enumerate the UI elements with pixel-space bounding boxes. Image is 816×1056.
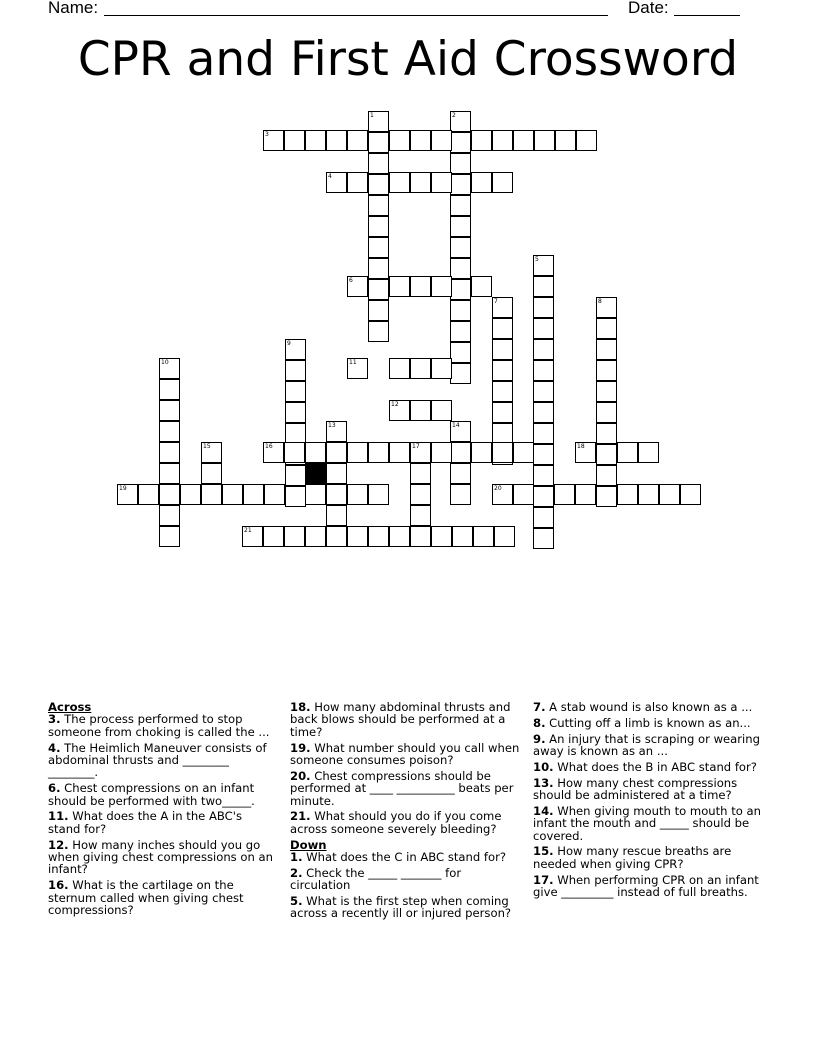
clue-number: 18 [577,443,585,450]
crossword-cell[interactable] [576,130,597,151]
clue-label: 15. [533,844,554,859]
crossword-cell[interactable] [492,318,513,339]
crossword-cell[interactable] [533,276,554,297]
crossword-cell[interactable] [534,130,555,151]
crossword-cell[interactable] [492,360,513,381]
crossword-cell[interactable] [347,526,368,547]
clue [48,839,278,876]
crossword-cell[interactable] [389,358,410,379]
crossword-cell[interactable] [285,381,306,402]
crossword-cell[interactable] [326,130,347,151]
crossword-cell[interactable] [410,505,431,526]
clue-number: 12 [391,401,399,408]
crossword-cell[interactable] [494,526,515,547]
clue-label: 18. [290,700,311,714]
crossword-cell[interactable] [492,172,513,193]
crossword-cell[interactable] [533,339,554,360]
crossword-cell[interactable] [159,358,180,379]
crossword-cell[interactable] [533,507,554,528]
crossword-cell[interactable] [326,463,347,484]
clue-label: 5. [290,894,303,909]
clue-number: 4 [328,173,332,180]
clue-label: 7. [533,700,546,714]
clue-label: 14. [533,803,554,818]
crossword-cell[interactable] [159,421,180,442]
crossword-cell[interactable] [159,442,180,463]
crossword-cell[interactable] [389,172,410,193]
crossword-cell[interactable] [450,237,471,258]
crossword-cell[interactable] [450,279,471,300]
crossword-cell[interactable] [638,484,659,505]
crossword-cell[interactable] [492,442,513,463]
across-heading: Across [48,700,92,714]
crossword-cell[interactable] [492,130,513,151]
crossword-cell[interactable] [368,153,389,174]
crossword-cell[interactable] [368,237,389,258]
crossword-cell[interactable] [450,258,471,279]
crossword-cell[interactable] [450,321,471,342]
clue [533,733,768,758]
clue-number: 20 [494,485,502,492]
crossword-cell[interactable] [326,421,347,442]
crossword-cell[interactable] [431,358,452,379]
clues-column-1 [48,701,278,920]
crossword-cell[interactable] [368,300,389,321]
clue-number: 16 [265,443,273,450]
crossword-cell[interactable] [389,276,410,297]
crossword-cell[interactable] [492,339,513,360]
crossword-cell[interactable] [347,276,368,297]
clue-text: What is the first step when coming across a recently ill or injured person? [290,894,512,921]
crossword-cell[interactable] [347,442,368,463]
clue-text: What is the cartilage on the sternum called when giving chest compressions? [48,878,244,918]
across-clue-list [48,713,278,916]
clue-text: What does the B in ABC stand for? [553,759,757,774]
clue-number: 11 [349,359,357,366]
clue [290,810,522,835]
crossword-cell[interactable] [450,442,471,463]
clue-text: When performing CPR on an infant give _________ instead of full breaths. [533,872,759,900]
clue [290,851,522,863]
clue-number: 21 [244,527,252,534]
crossword-cell[interactable] [368,111,389,132]
crossword-cell[interactable] [410,358,431,379]
clue-number: 15 [203,443,211,450]
clue [48,713,278,738]
crossword-cell[interactable] [533,360,554,381]
clue-text: How many inches should you go when giving chest compressions on an infant? [48,837,273,877]
crossword-cell[interactable] [410,172,431,193]
crossword-cell[interactable] [159,400,180,421]
crossword-cell[interactable] [575,442,596,463]
crossword-cell[interactable] [368,258,389,279]
crossword-cell[interactable] [138,484,159,505]
crossword-cell[interactable] [533,528,554,549]
clue-label: 3. [48,712,61,727]
crossword-cell[interactable] [410,400,431,421]
crossword-cell[interactable] [201,484,222,505]
crossword-cell[interactable] [533,423,554,444]
clue [533,845,768,870]
crossword-cell[interactable] [452,526,473,547]
crossword-cell[interactable] [450,300,471,321]
across-clue-list [290,701,522,835]
crossword-cell[interactable] [431,276,452,297]
crossword-cell[interactable] [450,421,471,442]
crossword-cell[interactable] [659,484,680,505]
crossword-cell[interactable] [159,526,180,547]
clue [48,742,278,779]
crossword-cell[interactable] [450,363,471,384]
crossword-cell[interactable] [492,423,513,444]
date-label: Date: [628,0,669,17]
clue-label: 16. [48,878,69,893]
crossword-cell[interactable] [533,318,554,339]
crossword-cell[interactable] [305,130,326,151]
clue [290,770,522,807]
crossword-cell[interactable] [159,379,180,400]
crossword-cell[interactable] [533,465,554,486]
crossword-cell[interactable] [492,297,513,318]
crossword-cell[interactable] [285,423,306,444]
clue-text: How many abdominal thrusts and back blows should be performed at a time? [290,700,511,739]
clue-text: When giving mouth to mouth to an infant the mouth and _____ should be covered. [533,803,761,843]
clue-label: 2. [290,865,303,880]
clue [533,777,768,802]
crossword-cell[interactable] [389,130,410,151]
page-title: CPR and First Aid Crossword [77,32,739,87]
crossword-cell[interactable] [242,526,263,547]
crossword-cell[interactable] [180,484,201,505]
crossword-cell[interactable] [368,279,389,300]
crossword-cell[interactable] [431,130,452,151]
clue [290,867,522,892]
crossword-cell[interactable] [305,526,326,547]
down-clue-list [290,851,522,920]
crossword-cell[interactable] [596,360,617,381]
crossword-cell[interactable] [617,484,638,505]
crossword-cell[interactable] [284,442,305,463]
down-heading: Down [290,837,327,852]
clue-text: Chest compressions on an infant should be performed with two_____. [48,781,255,808]
crossword-cell[interactable] [368,174,389,195]
clue-text: What does the C in ABC stand for? [302,850,507,865]
crossword-cell[interactable] [492,484,513,505]
crossword-cell[interactable] [533,486,554,507]
crossword-cell[interactable] [410,526,431,547]
clue-label: 1. [290,850,303,865]
crossword-cell[interactable] [492,402,513,423]
clue [533,874,768,899]
clue-number: 14 [452,422,460,429]
clue-label: 13. [533,775,554,790]
crossword-cell[interactable] [513,130,534,151]
crossword-cell[interactable] [431,172,452,193]
crossword-cell[interactable] [450,463,471,484]
crossword-cell[interactable] [533,255,554,276]
clue [48,782,278,807]
crossword-cell[interactable] [285,402,306,423]
crossword-cell[interactable] [264,484,285,505]
crossword-block [305,463,326,484]
crossword-cell[interactable] [305,484,326,505]
crossword-cell[interactable] [222,484,243,505]
crossword-cell[interactable] [410,276,431,297]
clue-text: What number should you call when someone consumes poison? [290,740,520,768]
crossword-cell[interactable] [263,442,284,463]
clue-text: Check the _____ _______ for circulation [290,865,462,893]
crossword-cell[interactable] [492,381,513,402]
crossword-cell[interactable] [555,130,576,151]
crossword-cell[interactable] [450,342,471,363]
crossword-cell[interactable] [368,442,389,463]
crossword-cell[interactable] [450,216,471,237]
crossword-cell[interactable] [243,484,264,505]
crossword-cell[interactable] [284,526,305,547]
crossword-cell[interactable] [596,486,617,507]
crossword-cell[interactable] [368,321,389,342]
clue-text: Chest compressions should be performed at ____ __________ beats per minute. [290,768,514,808]
crossword-cell[interactable] [596,402,617,423]
crossword-cell[interactable] [596,381,617,402]
crossword-cell[interactable] [450,174,471,195]
crossword-cell[interactable] [431,442,452,463]
crossword-cell[interactable] [326,172,347,193]
crossword-cell[interactable] [513,484,534,505]
clue-text: An injury that is scraping or wearing away is known as an ... [533,731,760,758]
clue-number: 5 [535,256,539,263]
clue-number: 9 [287,340,291,347]
clue [533,761,768,773]
down-clue-list [533,701,768,898]
crossword-cell[interactable] [326,505,347,526]
crossword-cell[interactable] [575,484,596,505]
clue-number: 3 [265,131,269,138]
clue-number: 6 [349,277,353,284]
clue [48,879,278,916]
clue-number: 2 [452,112,456,119]
crossword-cell[interactable] [471,130,492,151]
clue-text: How many chest compressions should be administered at a time? [533,775,738,802]
crossword-cell[interactable] [596,423,617,444]
clue-label: 21. [290,809,311,824]
clue-label: 17. [533,872,554,887]
crossword-cell[interactable] [285,486,306,507]
clue-text: What should you do if you come across someone severely bleeding? [290,809,502,836]
crossword-cell[interactable] [368,195,389,216]
crossword-cell[interactable] [368,132,389,153]
crossword-cell[interactable] [410,463,431,484]
clues-column-2 [290,701,522,923]
crossword-cell[interactable] [617,442,638,463]
crossword-cell[interactable] [533,402,554,423]
crossword-cell[interactable] [347,358,368,379]
crossword-cell[interactable] [450,484,471,505]
crossword-cell[interactable] [533,444,554,465]
crossword-cell[interactable] [285,339,306,360]
crossword-cell[interactable] [410,442,431,463]
clue-label: 12. [48,837,69,852]
crossword-cell[interactable] [305,442,326,463]
crossword-cell[interactable] [389,442,410,463]
crossword-cell[interactable] [347,130,368,151]
crossword-cell[interactable] [450,132,471,153]
crossword-cell[interactable] [596,297,617,318]
crossword-cell[interactable] [533,381,554,402]
crossword-cell[interactable] [368,484,389,505]
clue [533,701,768,713]
crossword-cell[interactable] [285,360,306,381]
clue [290,701,522,738]
crossword-cell[interactable] [410,130,431,151]
crossword-cell[interactable] [450,111,471,132]
crossword-cell[interactable] [159,463,180,484]
clue-label: 10. [533,759,554,774]
crossword-cell[interactable] [263,526,284,547]
crossword-cell[interactable] [159,505,180,526]
clue-text: The Heimlich Maneuver consists of abdominal thrusts and ________ ________. [48,740,267,780]
clue-number: 10 [161,359,169,366]
crossword-cell[interactable] [159,484,180,505]
crossword-cell[interactable] [471,442,492,463]
clue-label: 8. [533,715,546,730]
clue-number: 8 [598,298,602,305]
crossword-cell[interactable] [368,216,389,237]
clue-label: 19. [290,740,311,755]
clue-number: 17 [412,443,420,450]
crossword-cell[interactable] [596,339,617,360]
crossword-cell[interactable] [450,153,471,174]
crossword-cell[interactable] [533,297,554,318]
clue-text: What does the A in the ABC's stand for? [48,809,242,836]
crossword-cell[interactable] [431,526,452,547]
crossword-cell[interactable] [473,526,494,547]
crossword-cell[interactable] [680,484,701,505]
crossword-cell[interactable] [201,442,222,463]
clue [533,805,768,842]
crossword-cell[interactable] [347,484,368,505]
clues-column-3 [533,701,768,902]
crossword-cell[interactable] [326,526,347,547]
crossword-cell[interactable] [596,465,617,486]
crossword-cell[interactable] [347,172,368,193]
name-label: Name: [48,0,99,17]
clue [533,717,768,729]
crossword-cell[interactable] [389,400,410,421]
crossword-cell[interactable] [471,172,492,193]
clue [290,895,522,920]
crossword-cell[interactable] [326,442,347,463]
clue-text: Cutting off a limb is known as an... [545,715,751,730]
crossword-cell[interactable] [326,484,347,505]
crossword-cell[interactable] [471,276,492,297]
crossword-cell[interactable] [638,442,659,463]
clue-number: 19 [119,485,127,492]
clue-number: 7 [494,298,498,305]
crossword-cell[interactable] [263,130,284,151]
crossword-cell[interactable] [285,465,306,486]
clue-label: 11. [48,809,69,824]
crossword-cell[interactable] [410,484,431,505]
crossword-cell[interactable] [596,444,617,465]
crossword-cell[interactable] [450,195,471,216]
clue-text: The process performed to stop someone from choking is called the ... [48,712,270,739]
crossword-cell[interactable] [513,442,534,463]
clue-number: 1 [370,112,374,119]
crossword-cell[interactable] [117,484,138,505]
crossword-cell[interactable] [431,400,452,421]
clue-number: 13 [328,422,336,429]
clue [290,742,522,767]
crossword-cell[interactable] [389,526,410,547]
clue-label: 20. [290,768,311,783]
clue-text: How many rescue breaths are needed when giving CPR? [533,844,732,871]
crossword-cell[interactable] [284,130,305,151]
clue-label: 6. [48,781,61,796]
crossword-cell[interactable] [368,526,389,547]
clue-label: 9. [533,731,546,746]
crossword-cell[interactable] [554,484,575,505]
clue-text: A stab wound is also known as a ... [545,700,753,714]
clue [48,810,278,835]
clue-label: 4. [48,740,61,755]
crossword-cell[interactable] [201,463,222,484]
crossword-cell[interactable] [596,318,617,339]
